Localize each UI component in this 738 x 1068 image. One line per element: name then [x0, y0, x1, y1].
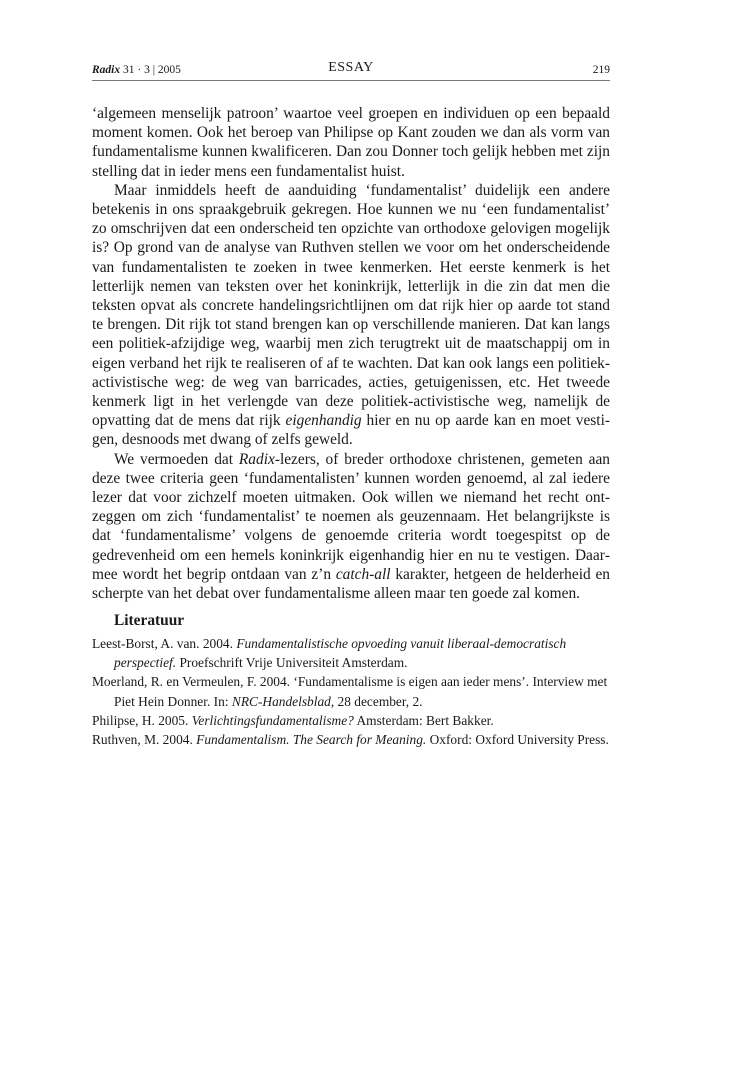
- text-run: Maar inmiddels heeft de aanduiding ‘fundamentalist’ duidelijk een andere betekenis in ons spraakgebruik gekregen. Hoe kunnen we nu ‘een fundamentalist’ zo omschrijven dat een onderscheid ten opzichte van orthodoxe gelovigen mogelijk is? Op grond van de analyse van Ruthven stellen we voor om het onderscheidende van fundamentalisten te zoeken in twee kenmerken. Het eerste kenmerk is het letterlijk nemen van teksten over het koninkrijk, letterlijk in die zin dat men die teksten opvat als concrete handelingsrichtlijnen om dat rijk hier op aarde tot stand te brengen. Dit rijk tot stand brengen kan op verschillende manieren. Dat kan langs een politiek-afzijdige weg, waarbij men zich terugtrekt uit de maatschappij om in eigen verband het rijk te realiseren of af te wachten. Dat kan ook langs een politiek-activistische weg: de weg van barricades, acties, getuigenissen, etc. Het tweede kenmerk ligt in het verlengde van deze politiek-activistische weg, namelijk de opvatting dat de mens dat rijk: [92, 181, 610, 430]
- literature-heading: Literatuur: [114, 612, 185, 629]
- reference-text: Philipse, H. 2005.: [92, 712, 192, 728]
- emphasis: eigenhandig: [285, 412, 362, 430]
- reference-title: Fundamentalistische opvoeding vanuit liberaal-democratisch perspectief.: [114, 636, 567, 671]
- paragraph: [92, 450, 610, 604]
- reference-item: [92, 730, 610, 749]
- reference-text: Oxford: Oxford University Press.: [426, 732, 609, 748]
- reference-text: Ruthven, M. 2004.: [92, 732, 197, 748]
- reference-item: [92, 634, 610, 672]
- section-title: ESSAY: [328, 60, 374, 75]
- reference-text: Leest-Borst, A. van. 2004.: [92, 636, 237, 651]
- emphasis: catch-all: [335, 565, 391, 583]
- reference-text: Proefschrift Vrije Universiteit Amsterdam.: [176, 655, 408, 671]
- journal-name: Radix: [92, 64, 121, 76]
- text-run: hier en nu op aarde kan en moet vestigen, desnoods met dwang of zelfs geweld.: [92, 412, 610, 449]
- journal-issue: 31 · 3 | 2005: [123, 64, 181, 76]
- text-run: karakter, hetgeen de helderheid en scherpte van het debat over fundamentalisme alleen maar ten goede zal komen.: [92, 565, 611, 603]
- reference-item: [92, 711, 610, 730]
- text-run: -lezers, of breder orthodoxe christenen, gemeten aan deze twee criteria geen ‘fundamentalisten’ kunnen worden genoemd, al zal iedere lezer dat voor zichzelf moeten uitmaken. Ook willen we niemand het recht ontzeggen om zich ‘fundamentalist’ te noemen als geuzennaam. Het belangrijkste is dat ‘fundamentalisme’ volgens de genoemde criteria wordt toegespitst op de gedrevenheid om een hemels koninkrijk eigenhandig hier en nu te vestigen. Daarmee wordt het begrip ontdaan van z’n: [92, 450, 610, 583]
- reference-text: Moerland, R. en Vermeulen, F. 2004. ‘Fundamentalisme is eigen aan ieder mens’. Interview met Piet Hein Donner. In:: [92, 674, 608, 709]
- reference-item: [92, 672, 610, 710]
- article-body: [92, 104, 610, 603]
- reference-title: Verlichtingsfundamentalisme?: [191, 712, 354, 728]
- text-run: We vermoeden dat: [114, 450, 239, 468]
- running-header: [92, 58, 610, 81]
- reference-text: Amsterdam: Bert Bakker.: [353, 712, 494, 728]
- emphasis: Radix: [238, 450, 275, 468]
- reference-title: NRC-Handelsblad: [231, 693, 331, 709]
- page-number: 219: [592, 64, 610, 76]
- paragraph: [92, 181, 610, 450]
- paragraph: ‘algemeen menselijk patroon’ waartoe veel groepen en individuen op een bepaald moment komen. Ook het beroep van Philipse op Kant zouden we dan als vorm van fundamentalisme kunnen kwalificeren. Dan zou Donner toch gelijk hebben met zijn stelling dat in ieder mens een fundamentalist huist.: [92, 105, 610, 180]
- reference-text: , 28 december, 2.: [330, 693, 423, 709]
- reference-title: Fundamentalism. The Search for Meaning.: [196, 732, 427, 748]
- reference-list: [92, 634, 610, 749]
